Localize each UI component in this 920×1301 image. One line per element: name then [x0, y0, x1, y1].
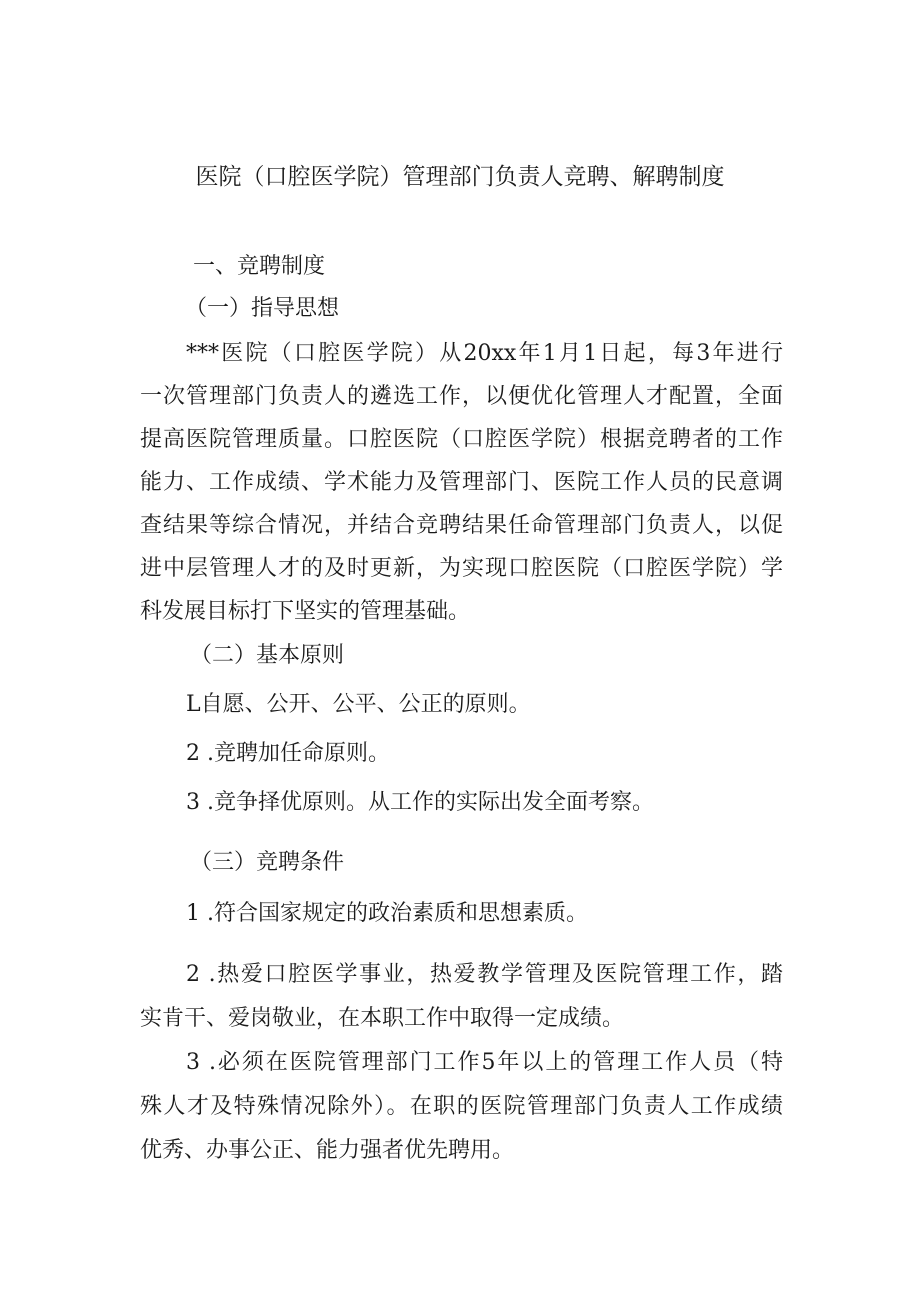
- paragraph-line: 提高医院管理质量。口腔医院（口腔医学院）根据竞聘者的工作: [140, 427, 783, 452]
- subsection-heading-basic-principles: （二）基本原则: [190, 643, 345, 668]
- condition-item-continuation: 优秀、办事公正、能力强者优先聘用。: [140, 1138, 515, 1163]
- subsection-heading-guiding-ideology: （一）指导思想: [185, 296, 340, 321]
- paragraph-line: 一次管理部门负责人的遴选工作，以便优化管理人才配置，全面: [140, 384, 783, 409]
- paragraph-line: 进中层管理人才的及时更新，为实现口腔医院（口腔医学院）学: [140, 556, 783, 581]
- document-title: 医院（口腔医学院）管理部门负责人竞聘、解聘制度: [195, 164, 725, 190]
- principle-item: 3 .竞争择优原则。从工作的实际出发全面考察。: [186, 790, 654, 815]
- principle-item: 2 .竞聘加任命原则。: [186, 741, 390, 766]
- paragraph-line: 能力、工作成绩、学术能力及管理部门、医院工作人员的民意调: [140, 470, 783, 495]
- paragraph-line: 科发展目标打下坚实的管理基础。: [140, 599, 471, 624]
- principle-item: L自愿、公开、公平、公正的原则。: [186, 692, 531, 717]
- condition-item: 3 .必须在医院管理部门工作5年以上的管理工作人员（特: [186, 1050, 783, 1075]
- paragraph-line: 查结果等综合情况，并结合竞聘结果任命管理部门负责人，以促: [140, 513, 783, 538]
- section-heading-competition-system: 一、竞聘制度: [193, 254, 326, 279]
- subsection-heading-competition-conditions: （三）竞聘条件: [190, 850, 345, 875]
- condition-item-continuation: 实肯干、爱岗敬业，在本职工作中取得一定成绩。: [140, 1006, 625, 1031]
- condition-item-continuation: 殊人才及特殊情况除外）。在职的医院管理部门负责人工作成绩: [140, 1094, 783, 1119]
- paragraph-line: ***医院（口腔医学院）从20xx年1月1日起，每3年进行: [186, 341, 783, 366]
- condition-item: 2 .热爱口腔医学事业，热爱教学管理及医院管理工作，踏: [186, 962, 783, 987]
- condition-item: 1 .符合国家规定的政治素质和思想素质。: [186, 901, 588, 926]
